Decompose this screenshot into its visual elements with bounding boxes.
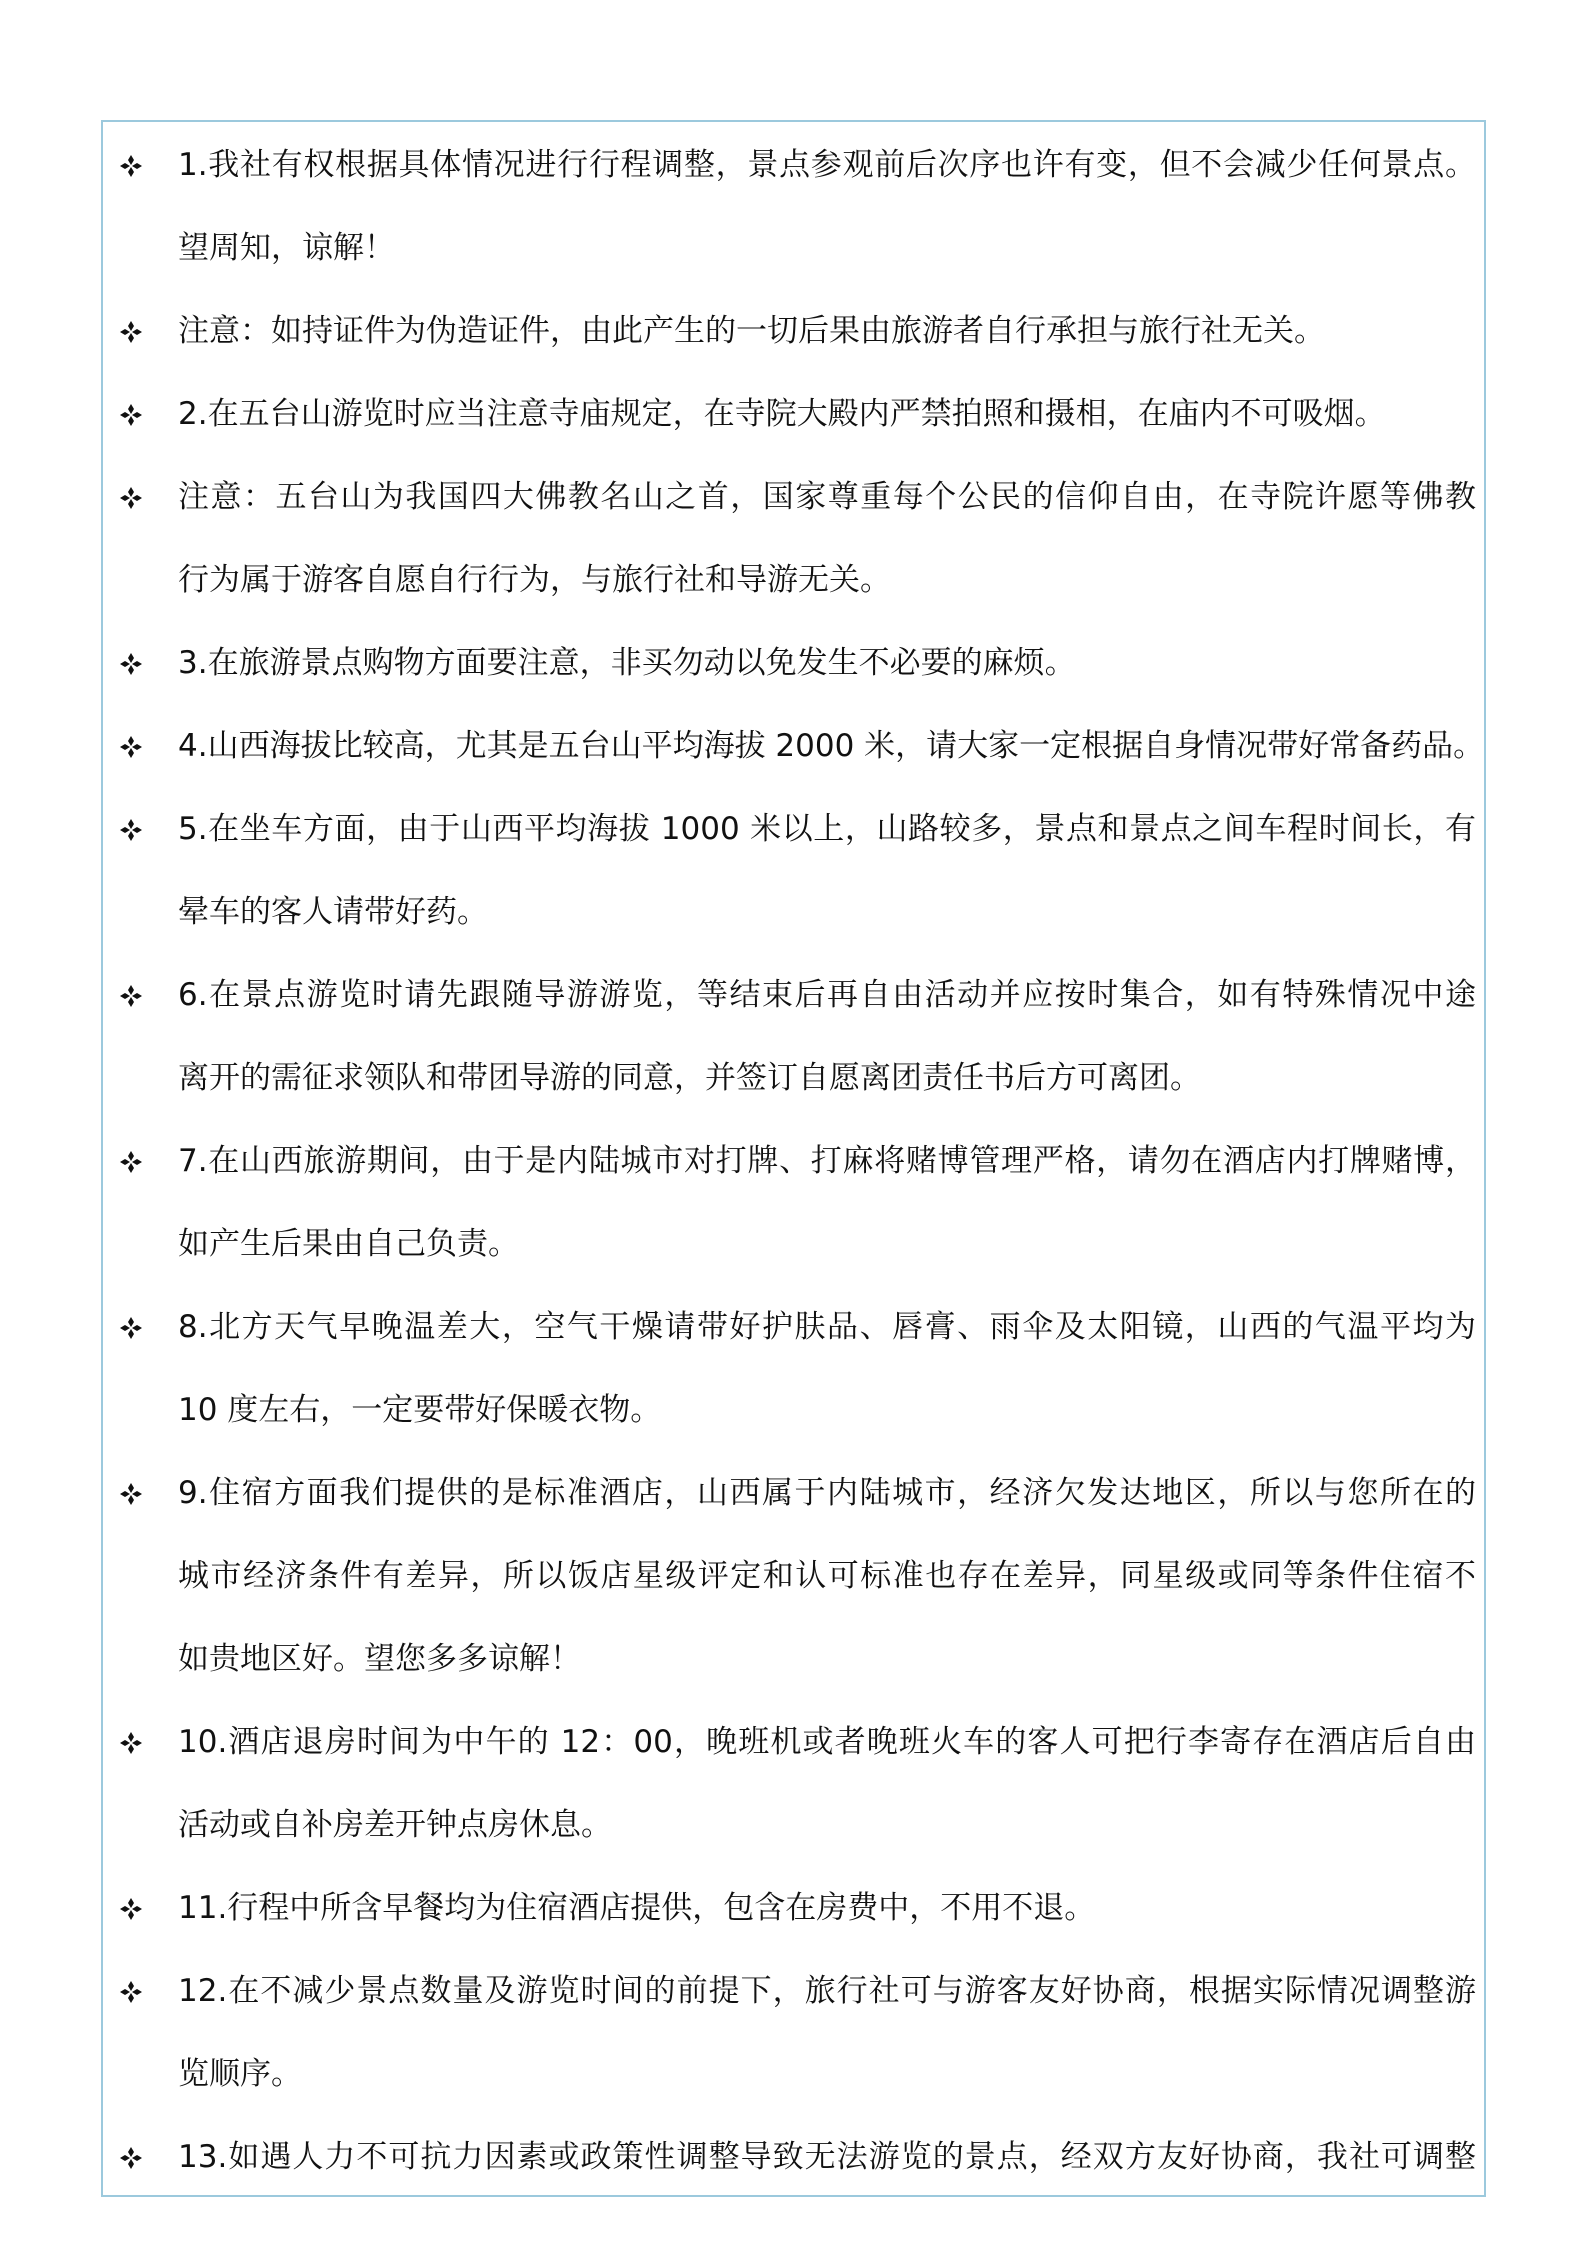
- notice-item: [116, 1286, 1476, 1452]
- diamond-bullet-icon: [116, 1701, 146, 1784]
- notice-text: [178, 2116, 1476, 2199]
- notice-text: [178, 622, 1476, 705]
- diamond-bullet-icon: [116, 124, 146, 207]
- notice-item: [116, 622, 1476, 705]
- notice-item: [116, 373, 1476, 456]
- diamond-bullet-icon: [116, 290, 146, 373]
- notice-text: [178, 788, 1476, 954]
- notice-text: [178, 954, 1476, 1120]
- notice-line: 注意：五台山为我国四大佛教名山之首，国家尊重每个公民的信仰自由，在寺院许愿等佛教: [178, 479, 1476, 515]
- diamond-bullet-icon: [116, 456, 146, 539]
- notice-item: [116, 1120, 1476, 1286]
- diamond-bullet-icon: [116, 1286, 146, 1369]
- notice-line: 11.行程中所含早餐均为住宿酒店提供，包含在房费中，不用不退。: [178, 1890, 1096, 1926]
- notice-list: [116, 124, 1485, 2199]
- notice-item: [116, 1950, 1476, 2116]
- notice-item: [116, 2116, 1476, 2199]
- diamond-bullet-icon: [116, 705, 146, 788]
- notice-line: 城市经济条件有差异，所以饭店星级评定和认可标准也存在差异，同星级或同等条件住宿不: [178, 1558, 1476, 1594]
- notice-text: [178, 1867, 1476, 1950]
- notice-text: [178, 373, 1476, 456]
- notice-item: [116, 124, 1476, 290]
- notice-line: 4.山西海拔比较高，尤其是五台山平均海拔 2000 米，请大家一定根据自身情况带好常备药品。: [178, 728, 1485, 764]
- notice-text: [178, 1286, 1476, 1452]
- notice-item: [116, 705, 1485, 788]
- notice-line: 览顺序。: [178, 2056, 302, 2092]
- notice-text: [178, 1701, 1476, 1867]
- notice-line: 望周知，谅解！: [178, 230, 395, 266]
- notice-item: [116, 954, 1476, 1120]
- notice-line: 9.住宿方面我们提供的是标准酒店，山西属于内陆城市，经济欠发达地区，所以与您所在的: [178, 1475, 1476, 1511]
- notice-text: [178, 290, 1476, 373]
- notice-item: [116, 1701, 1476, 1867]
- notice-line: 活动或自补房差开钟点房休息。: [178, 1807, 612, 1843]
- notice-item: [116, 456, 1476, 622]
- notice-line: 6.在景点游览时请先跟随导游游览，等结束后再自由活动并应按时集合，如有特殊情况中途: [178, 977, 1476, 1013]
- notice-line: 如产生后果由自己负责。: [178, 1226, 519, 1262]
- notice-line: 8.北方天气早晚温差大，空气干燥请带好护肤品、唇膏、雨伞及太阳镜，山西的气温平均为: [178, 1309, 1476, 1345]
- notice-line: 5.在坐车方面，由于山西平均海拔 1000 米以上，山路较多，景点和景点之间车程时间长，有: [178, 811, 1476, 847]
- notice-line: 10.酒店退房时间为中午的 12：00，晚班机或者晚班火车的客人可把行李寄存在酒店后自由: [178, 1724, 1476, 1760]
- notice-text: [178, 1120, 1476, 1286]
- notice-line: 如贵地区好。望您多多谅解！: [178, 1641, 581, 1677]
- notice-line: 13.如遇人力不可抗力因素或政策性调整导致无法游览的景点，经双方友好协商，我社可调整: [178, 2139, 1476, 2175]
- notice-line: 注意：如持证件为伪造证件，由此产生的一切后果由旅游者自行承担与旅行社无关。: [178, 313, 1325, 349]
- notice-line: 2.在五台山游览时应当注意寺庙规定，在寺院大殿内严禁拍照和摄相，在庙内不可吸烟。: [178, 396, 1386, 432]
- diamond-bullet-icon: [116, 622, 146, 705]
- diamond-bullet-icon: [116, 954, 146, 1037]
- notice-item: [116, 1867, 1476, 1950]
- notice-line: 7.在山西旅游期间，由于是内陆城市对打牌、打麻将赌博管理严格，请勿在酒店内打牌赌博，: [178, 1143, 1476, 1179]
- notice-text: [178, 1452, 1476, 1701]
- diamond-bullet-icon: [116, 1452, 146, 1535]
- notice-text: [178, 456, 1476, 622]
- notice-item: [116, 290, 1476, 373]
- notice-item: [116, 788, 1476, 954]
- notice-text: [178, 1950, 1476, 2116]
- notice-line: 3.在旅游景点购物方面要注意，非买勿动以免发生不必要的麻烦。: [178, 645, 1076, 681]
- notice-line: 离开的需征求领队和带团导游的同意，并签订自愿离团责任书后方可离团。: [178, 1060, 1201, 1096]
- diamond-bullet-icon: [116, 788, 146, 871]
- diamond-bullet-icon: [116, 1950, 146, 2033]
- diamond-bullet-icon: [116, 2116, 146, 2199]
- notice-line: 1.我社有权根据具体情况进行行程调整，景点参观前后次序也许有变，但不会减少任何景点。: [178, 147, 1476, 183]
- diamond-bullet-icon: [116, 1867, 146, 1950]
- diamond-bullet-icon: [116, 1120, 146, 1203]
- notice-line: 12.在不减少景点数量及游览时间的前提下，旅行社可与游客友好协商，根据实际情况调整游: [178, 1973, 1476, 2009]
- notice-text: [178, 705, 1485, 788]
- notice-line: 行为属于游客自愿自行行为，与旅行社和导游无关。: [178, 562, 891, 598]
- notice-text: [178, 124, 1476, 290]
- diamond-bullet-icon: [116, 373, 146, 456]
- notice-item: [116, 1452, 1476, 1701]
- notice-line: 晕车的客人请带好药。: [178, 894, 488, 930]
- notice-line: 10 度左右，一定要带好保暖衣物。: [178, 1392, 662, 1428]
